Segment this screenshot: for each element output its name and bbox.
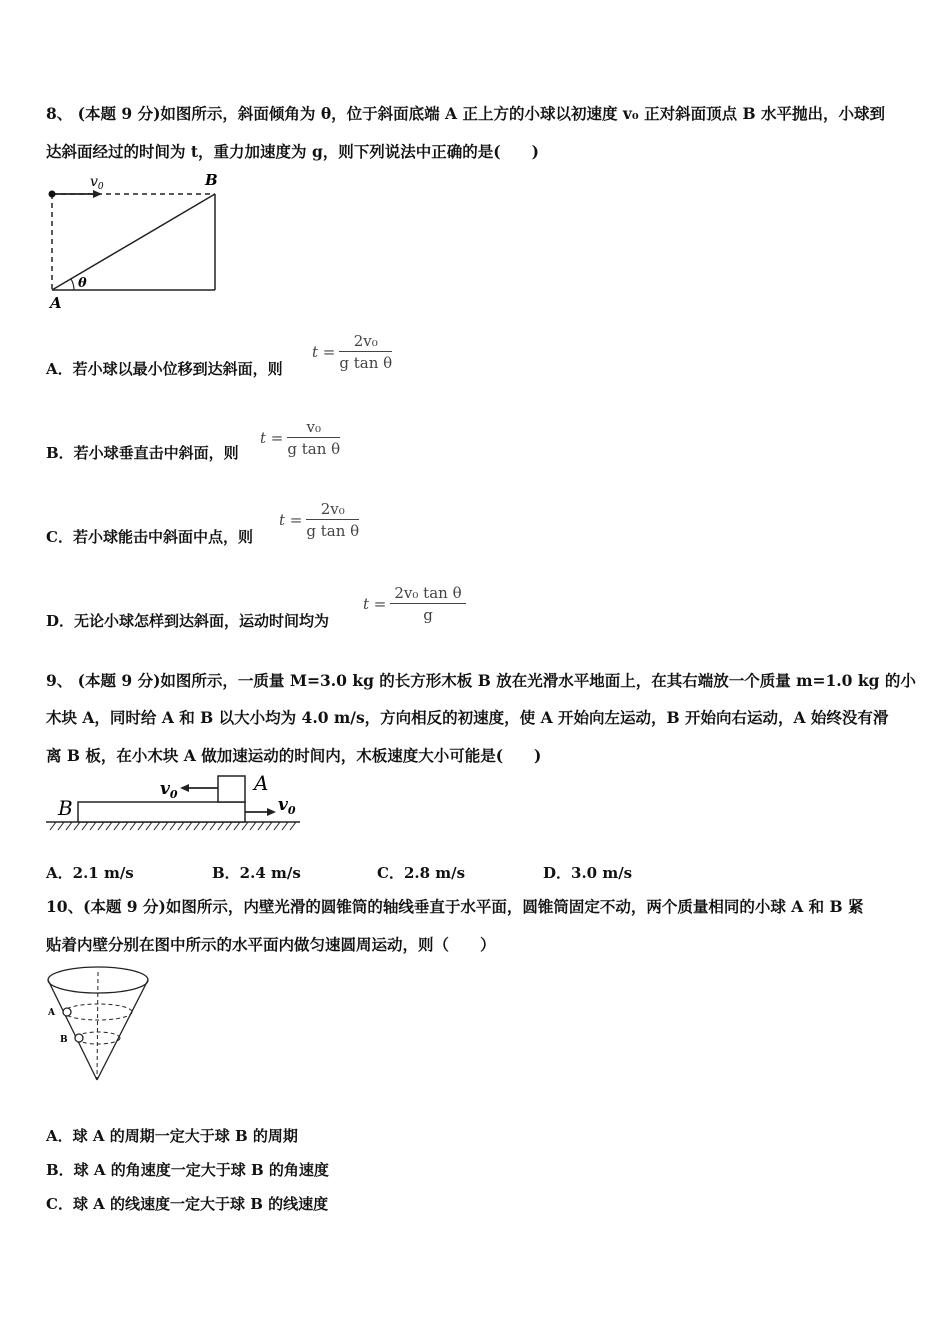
q9-label-v0-left: $v_0$	[160, 779, 178, 801]
q10-option-a: A．球 A 的周期一定大于球 B 的周期	[46, 1127, 298, 1145]
q10-stem-line2: 贴着内壁分别在图中所示的水平面内做匀速圆周运动，则（ ）	[46, 935, 496, 954]
q10-option-b: B．球 A 的角速度一定大于球 B 的角速度	[46, 1161, 329, 1179]
q9-choice-c: C．2.8 m/s	[377, 864, 466, 882]
q8-option-d-formula: t = $\frac{\text{2v₀ tan θ}}{g}$	[363, 584, 466, 624]
q10-cone-axis	[97, 972, 98, 1080]
q10-ball-B	[75, 1034, 83, 1042]
q8-incline-figure	[40, 170, 230, 315]
q9-choice-d: D．3.0 m/s	[543, 864, 633, 882]
q10-cone-right-edge	[97, 980, 148, 1080]
q8-ball	[49, 191, 56, 198]
q9-board-B	[78, 802, 245, 822]
q8-option-c: C．若小球能击中斜面中点，则	[46, 528, 253, 546]
q8-stem-line2: 达斜面经过的时间为 t，重力加速度为 g，则下列说法中正确的是( )	[46, 142, 539, 161]
q9-left-arrowhead	[180, 784, 189, 792]
q9-label-A: A	[254, 771, 269, 795]
q9-label-B: B	[58, 796, 73, 820]
q8-option-a-formula: t = $\frac{\text{2v₀}}{\text{g tan θ}}$	[312, 332, 393, 372]
q9-stem-line1: 9、 (本题 9 分)如图所示，一质量 M=3.0 kg 的长方形木板 B 放在光滑水平地面上，在其右端放一个质量 m=1.0 kg 的小	[46, 671, 916, 690]
q8-option-a: A．若小球以最小位移到达斜面，则	[46, 360, 283, 378]
q8-option-b-formula: t = $\frac{\text{v₀}}{\text{g tan θ}}$	[260, 418, 341, 458]
q8-label-theta: θ	[78, 276, 87, 291]
q8-slope	[52, 194, 215, 290]
q10-option-c: C．球 A 的线速度一定大于球 B 的线速度	[46, 1195, 329, 1213]
q8-label-v0: $v_0$	[90, 174, 104, 192]
q8-label-B: B	[205, 171, 218, 189]
q9-stem-line2: 木块 A，同时给 A 和 B 以大小均为 4.0 m/s，方向相反的初速度，使 A 开始向左运动，B 开始向右运动，A 始终没有滑	[46, 708, 889, 727]
q8-option-b: B．若小球垂直击中斜面，则	[46, 444, 239, 462]
q8-stem-line1: 8、 (本题 9 分)如图所示，斜面倾角为 θ，位于斜面底端 A 正上方的小球以初速度 v₀ 正对斜面顶点 B 水平抛出，小球到	[46, 104, 885, 123]
q10-label-A: A	[48, 1008, 55, 1018]
q9-choice-a: A．2.1 m/s	[46, 864, 134, 882]
q9-label-v0-right: $v_0$	[278, 795, 296, 817]
q10-label-B: B	[60, 1035, 68, 1045]
q9-board-figure	[44, 770, 304, 832]
q10-ball-A	[63, 1008, 71, 1016]
q8-angle-arc	[71, 279, 74, 290]
q9-block-A	[218, 776, 245, 802]
q9-stem-line3: 离 B 板，在小木块 A 做加速运动的时间内，木板速度大小可能是( )	[46, 746, 542, 765]
q10-cone-left-edge	[48, 980, 97, 1080]
q10-stem-line1: 10、(本题 9 分)如图所示，内壁光滑的圆锥筒的轴线垂直于水平面，圆锥筒固定不动，两个质量相同的小球 A 和 B 紧	[46, 897, 864, 916]
q9-right-arrowhead	[267, 808, 276, 816]
q9-choice-b: B．2.4 m/s	[212, 864, 301, 882]
q9-ground-hatch	[50, 822, 296, 830]
q8-option-c-formula: t = $\frac{\text{2v₀}}{\text{g tan θ}}$	[279, 500, 360, 540]
q8-option-d: D．无论小球怎样到达斜面，运动时间均为	[46, 612, 330, 630]
q8-label-A: A	[50, 294, 62, 312]
q10-cone-figure	[40, 962, 160, 1087]
